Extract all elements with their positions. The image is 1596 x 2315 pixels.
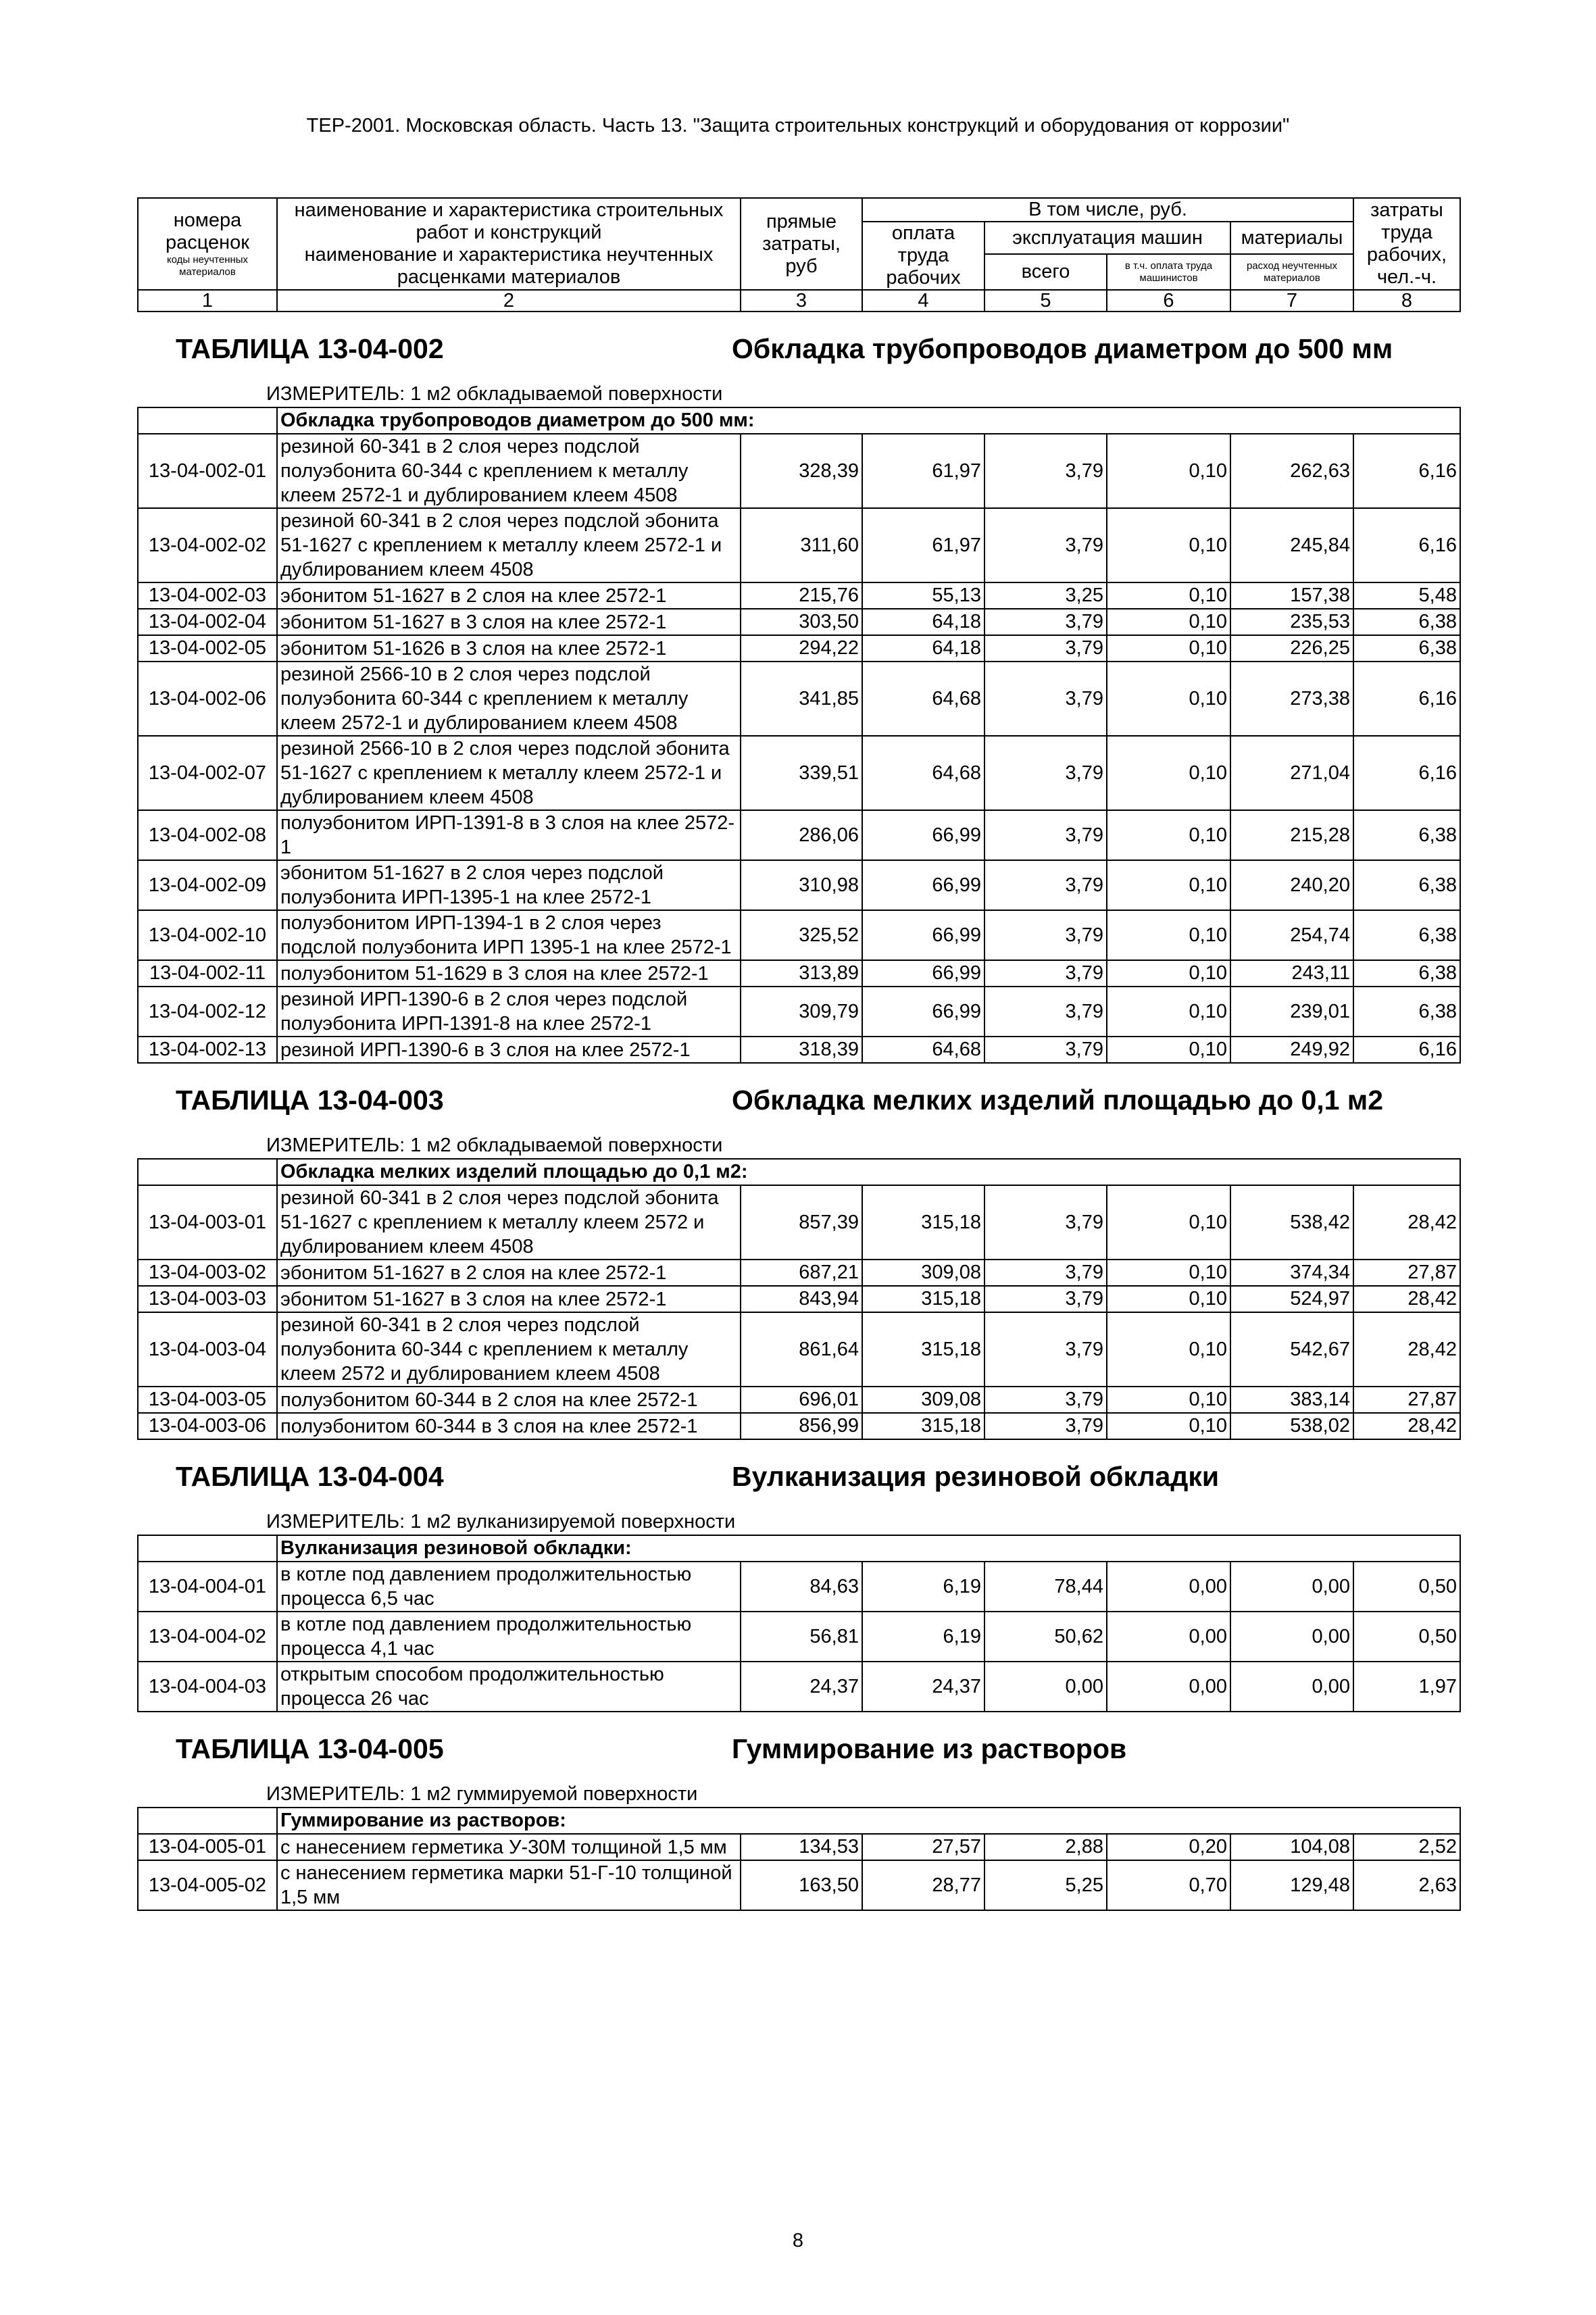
- machinist-wages-value: 0,10: [1107, 508, 1230, 582]
- machines-total-value: 3,79: [984, 1037, 1107, 1063]
- materials-cost-value: 104,08: [1230, 1834, 1353, 1860]
- machinist-wages-value: 0,10: [1107, 910, 1230, 960]
- worker-wages-value: 28,77: [862, 1860, 984, 1910]
- work-description: эбонитом 51-1627 в 3 слоя на клее 2572-1: [277, 1286, 741, 1312]
- column-number: 3: [741, 290, 862, 312]
- labor-hours-value: 6,16: [1353, 508, 1460, 582]
- column-number: 4: [862, 290, 984, 312]
- column-number: 7: [1230, 290, 1353, 312]
- worker-wages-value: 64,68: [862, 1037, 984, 1063]
- machinist-wages-value: 0,10: [1107, 1037, 1230, 1063]
- table-row: [138, 1387, 1460, 1413]
- work-description: полуэбонитом 60-344 в 2 слоя на клее 2572-1: [277, 1387, 741, 1413]
- rate-code: 13-04-005-01: [138, 1834, 277, 1860]
- direct-costs-value: 687,21: [741, 1260, 862, 1286]
- machines-total-value: 3,79: [984, 662, 1107, 736]
- direct-costs-value: 696,01: [741, 1387, 862, 1413]
- direct-costs-value: 843,94: [741, 1286, 862, 1312]
- page-number: 8: [792, 2230, 804, 2251]
- section-title-cell: [138, 1439, 1460, 1510]
- section-title-row: [138, 1439, 1460, 1510]
- section-title-row: [138, 1063, 1460, 1133]
- direct-costs-value: 857,39: [741, 1185, 862, 1260]
- materials-cost-value: 235,53: [1230, 609, 1353, 635]
- table-number: ТАБЛИЦА 13-04-002: [176, 333, 444, 364]
- group-spacer: [138, 1159, 277, 1185]
- machinist-wages-value: 0,10: [1107, 1387, 1230, 1413]
- rate-code: 13-04-004-03: [138, 1662, 277, 1712]
- materials-cost-value: 542,67: [1230, 1312, 1353, 1387]
- group-row: [138, 1535, 1460, 1562]
- machines-total-value: 3,79: [984, 960, 1107, 987]
- rate-code: 13-04-002-03: [138, 582, 277, 609]
- work-description: открытым способом продолжительностью процесса 26 час: [277, 1662, 741, 1712]
- rate-code: 13-04-002-04: [138, 609, 277, 635]
- machines-total-value: 3,79: [984, 1286, 1107, 1312]
- direct-costs-value: 318,39: [741, 1037, 862, 1063]
- column-number: 2: [277, 290, 741, 312]
- machinist-wages-value: 0,00: [1107, 1662, 1230, 1712]
- work-description: эбонитом 51-1627 в 3 слоя на клее 2572-1: [277, 609, 741, 635]
- measure-row: [138, 382, 1460, 407]
- direct-costs-value: 294,22: [741, 635, 862, 662]
- machines-total-value: 3,79: [984, 1185, 1107, 1260]
- rate-code: 13-04-002-09: [138, 860, 277, 910]
- work-description: резиной 60-341 в 2 слоя через подслой полуэбонита 60-344 с креплением к металлу клеем 2572 и дублированием клеем 4508: [277, 1312, 741, 1387]
- measure-row: [138, 1782, 1460, 1808]
- labor-hours-value: 6,38: [1353, 910, 1460, 960]
- table-row: [138, 860, 1460, 910]
- machinist-wages-value: 0,10: [1107, 860, 1230, 910]
- rate-code: 13-04-003-06: [138, 1413, 277, 1439]
- direct-costs-value: 309,79: [741, 987, 862, 1037]
- work-description: полуэбонитом 51-1629 в 3 слоя на клее 2572-1: [277, 960, 741, 987]
- labor-hours-value: 6,38: [1353, 960, 1460, 987]
- worker-wages-value: 66,99: [862, 987, 984, 1037]
- section-title: [138, 1440, 1460, 1510]
- rate-code: 13-04-002-02: [138, 508, 277, 582]
- direct-costs-value: 341,85: [741, 662, 862, 736]
- page-header: ТЕР-2001. Московская область. Часть 13. "Защита строительных конструкций и оборудования от коррозии": [306, 115, 1290, 136]
- materials-cost-value: 243,11: [1230, 960, 1353, 987]
- materials-cost-value: 215,28: [1230, 810, 1353, 860]
- measure-row: [138, 1133, 1460, 1159]
- materials-cost-value: 239,01: [1230, 987, 1353, 1037]
- materials-cost-value: 0,00: [1230, 1662, 1353, 1712]
- group-row: [138, 1808, 1460, 1834]
- materials-cost-value: 524,97: [1230, 1286, 1353, 1312]
- rate-code: 13-04-004-01: [138, 1562, 277, 1612]
- labor-hours-value: 1,97: [1353, 1662, 1460, 1712]
- direct-costs-value: 56,81: [741, 1612, 862, 1662]
- direct-costs-value: 134,53: [741, 1834, 862, 1860]
- labor-hours-value: 6,38: [1353, 860, 1460, 910]
- direct-costs-value: 84,63: [741, 1562, 862, 1612]
- section-title: [138, 1064, 1460, 1133]
- machinist-wages-value: 0,10: [1107, 1312, 1230, 1387]
- worker-wages-value: 309,08: [862, 1260, 984, 1286]
- labor-hours-value: 6,16: [1353, 1037, 1460, 1063]
- table-title: Обкладка трубопроводов диаметром до 500 мм: [732, 333, 1393, 364]
- rate-code: 13-04-002-08: [138, 810, 277, 860]
- rate-code: 13-04-002-10: [138, 910, 277, 960]
- col-header-machinist-wages: в т.ч. оплата труда машинистов: [1107, 254, 1230, 290]
- worker-wages-value: 24,37: [862, 1662, 984, 1712]
- direct-costs-value: 215,76: [741, 582, 862, 609]
- table-row: [138, 736, 1460, 810]
- group-spacer: [138, 1808, 277, 1834]
- worker-wages-value: 64,68: [862, 736, 984, 810]
- measure-unit: ИЗМЕРИТЕЛЬ: 1 м2 вулканизируемой поверхности: [138, 1510, 1460, 1535]
- col-header-machines-total: всего: [984, 254, 1107, 290]
- table-row: [138, 1662, 1460, 1712]
- materials-cost-value: 245,84: [1230, 508, 1353, 582]
- machinist-wages-value: 0,10: [1107, 960, 1230, 987]
- column-number: 8: [1353, 290, 1460, 312]
- machinist-wages-value: 0,20: [1107, 1834, 1230, 1860]
- labor-hours-value: 2,63: [1353, 1860, 1460, 1910]
- worker-wages-value: 315,18: [862, 1312, 984, 1387]
- materials-cost-value: 538,42: [1230, 1185, 1353, 1260]
- worker-wages-value: 66,99: [862, 960, 984, 987]
- section-title-cell: [138, 1063, 1460, 1133]
- materials-cost-value: 249,92: [1230, 1037, 1353, 1063]
- worker-wages-value: 61,97: [862, 508, 984, 582]
- machines-total-value: 3,79: [984, 635, 1107, 662]
- work-description: эбонитом 51-1627 в 2 слоя через подслой полуэбонита ИРП-1395-1 на клее 2572-1: [277, 860, 741, 910]
- table-number: ТАБЛИЦА 13-04-004: [176, 1461, 444, 1492]
- rate-code: 13-04-002-11: [138, 960, 277, 987]
- machines-total-value: 3,79: [984, 860, 1107, 910]
- column-number: 1: [138, 290, 277, 312]
- table-row: [138, 1260, 1460, 1286]
- work-description: резиной ИРП-1390-6 в 2 слоя через подслой полуэбонита ИРП-1391-8 на клее 2572-1: [277, 987, 741, 1037]
- rates-table: [137, 197, 1461, 1911]
- work-description: резиной 2566-10 в 2 слоя через подслой полуэбонита 60-344 с креплением к металлу клеем 2572-1 и дублированием клеем 4508: [277, 662, 741, 736]
- labor-hours-value: 0,50: [1353, 1612, 1460, 1662]
- rate-code: 13-04-003-05: [138, 1387, 277, 1413]
- labor-hours-value: 0,50: [1353, 1562, 1460, 1612]
- table-number: ТАБЛИЦА 13-04-005: [176, 1733, 444, 1764]
- work-description: резиной ИРП-1390-6 в 3 слоя на клее 2572-1: [277, 1037, 741, 1063]
- table-row: [138, 635, 1460, 662]
- table-row: [138, 662, 1460, 736]
- machines-total-value: 3,79: [984, 987, 1107, 1037]
- work-description: полуэбонитом 60-344 в 3 слоя на клее 2572-1: [277, 1413, 741, 1439]
- direct-costs-value: 24,37: [741, 1662, 862, 1712]
- machines-total-value: 3,79: [984, 1312, 1107, 1387]
- section-title: [138, 1712, 1460, 1782]
- col-header-including: В том числе, руб.: [862, 198, 1353, 222]
- machinist-wages-value: 0,10: [1107, 987, 1230, 1037]
- table-row: [138, 1185, 1460, 1260]
- col-header-wages: оплата труда рабочих: [862, 222, 984, 290]
- table-row: [138, 910, 1460, 960]
- direct-costs-value: 328,39: [741, 434, 862, 508]
- worker-wages-value: 27,57: [862, 1834, 984, 1860]
- labor-hours-value: 5,48: [1353, 582, 1460, 609]
- direct-costs-value: 325,52: [741, 910, 862, 960]
- col-header-labor-hours: затраты труда рабочих, чел.-ч.: [1353, 198, 1460, 290]
- rate-code: 13-04-003-03: [138, 1286, 277, 1312]
- worker-wages-value: 66,99: [862, 810, 984, 860]
- machinist-wages-value: 0,10: [1107, 1413, 1230, 1439]
- machinist-wages-value: 0,10: [1107, 635, 1230, 662]
- worker-wages-value: 64,18: [862, 609, 984, 635]
- group-spacer: [138, 407, 277, 434]
- column-numbers-row: [138, 290, 1460, 312]
- machinist-wages-value: 0,00: [1107, 1562, 1230, 1612]
- machinist-wages-value: 0,10: [1107, 582, 1230, 609]
- labor-hours-value: 28,42: [1353, 1286, 1460, 1312]
- labor-hours-value: 6,16: [1353, 662, 1460, 736]
- direct-costs-value: 313,89: [741, 960, 862, 987]
- labor-hours-value: 28,42: [1353, 1413, 1460, 1439]
- worker-wages-value: 315,18: [862, 1413, 984, 1439]
- table-title: Вулканизация резиновой обкладки: [732, 1461, 1220, 1492]
- materials-cost-value: 262,63: [1230, 434, 1353, 508]
- machinist-wages-value: 0,10: [1107, 434, 1230, 508]
- direct-costs-value: 163,50: [741, 1860, 862, 1910]
- group-title: Обкладка трубопроводов диаметром до 500 мм:: [277, 407, 1460, 434]
- machines-total-value: 3,79: [984, 434, 1107, 508]
- direct-costs-value: 861,64: [741, 1312, 862, 1387]
- table-row: [138, 582, 1460, 609]
- direct-costs-value: 286,06: [741, 810, 862, 860]
- work-description: резиной 60-341 в 2 слоя через подслой эбонита 51-1627 с креплением к металлу клеем 2572-1 и дублированием клеем 4508: [277, 508, 741, 582]
- materials-cost-value: 538,02: [1230, 1413, 1353, 1439]
- section-title: [138, 312, 1460, 382]
- worker-wages-value: 66,99: [862, 860, 984, 910]
- col-header-names: наименование и характеристика строительных работ и конструкций наименование и характеристика неучтенных расценками материалов: [277, 198, 741, 290]
- table-row: [138, 1834, 1460, 1860]
- work-description: в котле под давлением продолжительностью процесса 6,5 час: [277, 1562, 741, 1612]
- measure-unit: ИЗМЕРИТЕЛЬ: 1 м2 гуммируемой поверхности: [138, 1782, 1460, 1808]
- work-description: полуэбонитом ИРП-1394-1 в 2 слоя через подслой полуэбонита ИРП 1395-1 на клее 2572-1: [277, 910, 741, 960]
- rate-code: 13-04-002-07: [138, 736, 277, 810]
- measure-row: [138, 1510, 1460, 1535]
- materials-cost-value: 383,14: [1230, 1387, 1353, 1413]
- worker-wages-value: 64,68: [862, 662, 984, 736]
- table-row: [138, 1037, 1460, 1063]
- worker-wages-value: 66,99: [862, 910, 984, 960]
- worker-wages-value: 64,18: [862, 635, 984, 662]
- labor-hours-value: 28,42: [1353, 1312, 1460, 1387]
- rate-code: 13-04-005-02: [138, 1860, 277, 1910]
- work-description: с нанесением герметика У-30М толщиной 1,5 мм: [277, 1834, 741, 1860]
- table-row: [138, 1860, 1460, 1910]
- rate-code: 13-04-003-04: [138, 1312, 277, 1387]
- materials-cost-value: 254,74: [1230, 910, 1353, 960]
- machines-total-value: 3,79: [984, 736, 1107, 810]
- section-title-row: [138, 312, 1460, 382]
- table-row: [138, 434, 1460, 508]
- worker-wages-value: 315,18: [862, 1286, 984, 1312]
- labor-hours-value: 27,87: [1353, 1387, 1460, 1413]
- materials-cost-value: 0,00: [1230, 1562, 1353, 1612]
- group-spacer: [138, 1535, 277, 1562]
- machinist-wages-value: 0,10: [1107, 1260, 1230, 1286]
- section-title-row: [138, 1712, 1460, 1782]
- table-row: [138, 1562, 1460, 1612]
- labor-hours-value: 6,16: [1353, 434, 1460, 508]
- rate-code: 13-04-002-12: [138, 987, 277, 1037]
- labor-hours-value: 27,87: [1353, 1260, 1460, 1286]
- machines-total-value: 2,88: [984, 1834, 1107, 1860]
- labor-hours-value: 6,16: [1353, 736, 1460, 810]
- work-description: эбонитом 51-1626 в 3 слоя на клее 2572-1: [277, 635, 741, 662]
- table-row: [138, 1286, 1460, 1312]
- section-title-cell: [138, 312, 1460, 382]
- direct-costs-value: 310,98: [741, 860, 862, 910]
- col-header-codes: номера расценок коды неучтенных материалов: [138, 198, 277, 290]
- work-description: эбонитом 51-1627 в 2 слоя на клее 2572-1: [277, 1260, 741, 1286]
- table-title: Гуммирование из растворов: [732, 1733, 1127, 1764]
- labor-hours-value: 6,38: [1353, 635, 1460, 662]
- direct-costs-value: 311,60: [741, 508, 862, 582]
- table-row: [138, 1312, 1460, 1387]
- rate-code: 13-04-002-13: [138, 1037, 277, 1063]
- machinist-wages-value: 0,10: [1107, 1185, 1230, 1260]
- work-description: в котле под давлением продолжительностью процесса 4,1 час: [277, 1612, 741, 1662]
- machines-total-value: 3,79: [984, 1387, 1107, 1413]
- worker-wages-value: 315,18: [862, 1185, 984, 1260]
- machinist-wages-value: 0,70: [1107, 1860, 1230, 1910]
- table-row: [138, 987, 1460, 1037]
- column-number: 5: [984, 290, 1107, 312]
- direct-costs-value: 303,50: [741, 609, 862, 635]
- labor-hours-value: 2,52: [1353, 1834, 1460, 1860]
- rate-code: 13-04-002-06: [138, 662, 277, 736]
- table-row: [138, 508, 1460, 582]
- table-title: Обкладка мелких изделий площадью до 0,1 м2: [732, 1085, 1384, 1116]
- labor-hours-value: 6,38: [1353, 810, 1460, 860]
- machines-total-value: 3,79: [984, 609, 1107, 635]
- table-row: [138, 1413, 1460, 1439]
- labor-hours-value: 6,38: [1353, 609, 1460, 635]
- table-row: [138, 810, 1460, 860]
- materials-cost-value: 226,25: [1230, 635, 1353, 662]
- materials-cost-value: 157,38: [1230, 582, 1353, 609]
- col-header-machines: эксплуатация машин: [984, 222, 1230, 254]
- col-header-direct-costs: прямые затраты, руб: [741, 198, 862, 290]
- group-row: [138, 407, 1460, 434]
- rate-code: 13-04-003-01: [138, 1185, 277, 1260]
- measure-unit: ИЗМЕРИТЕЛЬ: 1 м2 обкладываемой поверхности: [138, 1133, 1460, 1159]
- machines-total-value: 50,62: [984, 1612, 1107, 1662]
- labor-hours-value: 28,42: [1353, 1185, 1460, 1260]
- machinist-wages-value: 0,10: [1107, 736, 1230, 810]
- col-header-unaccounted-materials: расход неучтенных материалов: [1230, 254, 1353, 290]
- column-number: 6: [1107, 290, 1230, 312]
- machinist-wages-value: 0,10: [1107, 810, 1230, 860]
- materials-cost-value: 240,20: [1230, 860, 1353, 910]
- table-row: [138, 1612, 1460, 1662]
- machinist-wages-value: 0,10: [1107, 609, 1230, 635]
- group-title: Обкладка мелких изделий площадью до 0,1 м2:: [277, 1159, 1460, 1185]
- machinist-wages-value: 0,10: [1107, 662, 1230, 736]
- work-description: с нанесением герметика марки 51-Г-10 толщиной 1,5 мм: [277, 1860, 741, 1910]
- machines-total-value: 3,79: [984, 508, 1107, 582]
- worker-wages-value: 61,97: [862, 434, 984, 508]
- group-title: Вулканизация резиновой обкладки:: [277, 1535, 1460, 1562]
- labor-hours-value: 6,38: [1353, 987, 1460, 1037]
- rate-code: 13-04-002-05: [138, 635, 277, 662]
- materials-cost-value: 271,04: [1230, 736, 1353, 810]
- col-header-materials: материалы: [1230, 222, 1353, 254]
- machines-total-value: 0,00: [984, 1662, 1107, 1712]
- table-row: [138, 609, 1460, 635]
- rate-code: 13-04-003-02: [138, 1260, 277, 1286]
- direct-costs-value: 339,51: [741, 736, 862, 810]
- work-description: резиной 60-341 в 2 слоя через подслой полуэбонита 60-344 с креплением к металлу клеем 2572-1 и дублированием клеем 4508: [277, 434, 741, 508]
- rate-code: 13-04-004-02: [138, 1612, 277, 1662]
- sections: [138, 312, 1460, 1910]
- section-title-cell: [138, 1712, 1460, 1782]
- work-description: эбонитом 51-1627 в 2 слоя на клее 2572-1: [277, 582, 741, 609]
- machinist-wages-value: 0,10: [1107, 1286, 1230, 1312]
- machines-total-value: 3,79: [984, 1260, 1107, 1286]
- machinist-wages-value: 0,00: [1107, 1612, 1230, 1662]
- machines-total-value: 78,44: [984, 1562, 1107, 1612]
- work-description: полуэбонитом ИРП-1391-8 в 3 слоя на клее 2572-1: [277, 810, 741, 860]
- table-row: [138, 960, 1460, 987]
- worker-wages-value: 6,19: [862, 1612, 984, 1662]
- machines-total-value: 5,25: [984, 1860, 1107, 1910]
- table-number: ТАБЛИЦА 13-04-003: [176, 1085, 444, 1116]
- rate-code: 13-04-002-01: [138, 434, 277, 508]
- materials-cost-value: 129,48: [1230, 1860, 1353, 1910]
- materials-cost-value: 374,34: [1230, 1260, 1353, 1286]
- group-title: Гуммирование из растворов:: [277, 1808, 1460, 1834]
- work-description: резиной 2566-10 в 2 слоя через подслой эбонита 51-1627 с креплением к металлу клеем 2572-1 и дублированием клеем 4508: [277, 736, 741, 810]
- group-row: [138, 1159, 1460, 1185]
- direct-costs-value: 856,99: [741, 1413, 862, 1439]
- worker-wages-value: 6,19: [862, 1562, 984, 1612]
- work-description: резиной 60-341 в 2 слоя через подслой эбонита 51-1627 с креплением к металлу клеем 2572 и дублированием клеем 4508: [277, 1185, 741, 1260]
- rates-document: [137, 197, 1460, 1911]
- worker-wages-value: 55,13: [862, 582, 984, 609]
- materials-cost-value: 273,38: [1230, 662, 1353, 736]
- machines-total-value: 3,79: [984, 910, 1107, 960]
- machines-total-value: 3,79: [984, 1413, 1107, 1439]
- machines-total-value: 3,79: [984, 810, 1107, 860]
- materials-cost-value: 0,00: [1230, 1612, 1353, 1662]
- worker-wages-value: 309,08: [862, 1387, 984, 1413]
- measure-unit: ИЗМЕРИТЕЛЬ: 1 м2 обкладываемой поверхности: [138, 382, 1460, 407]
- machines-total-value: 3,25: [984, 582, 1107, 609]
